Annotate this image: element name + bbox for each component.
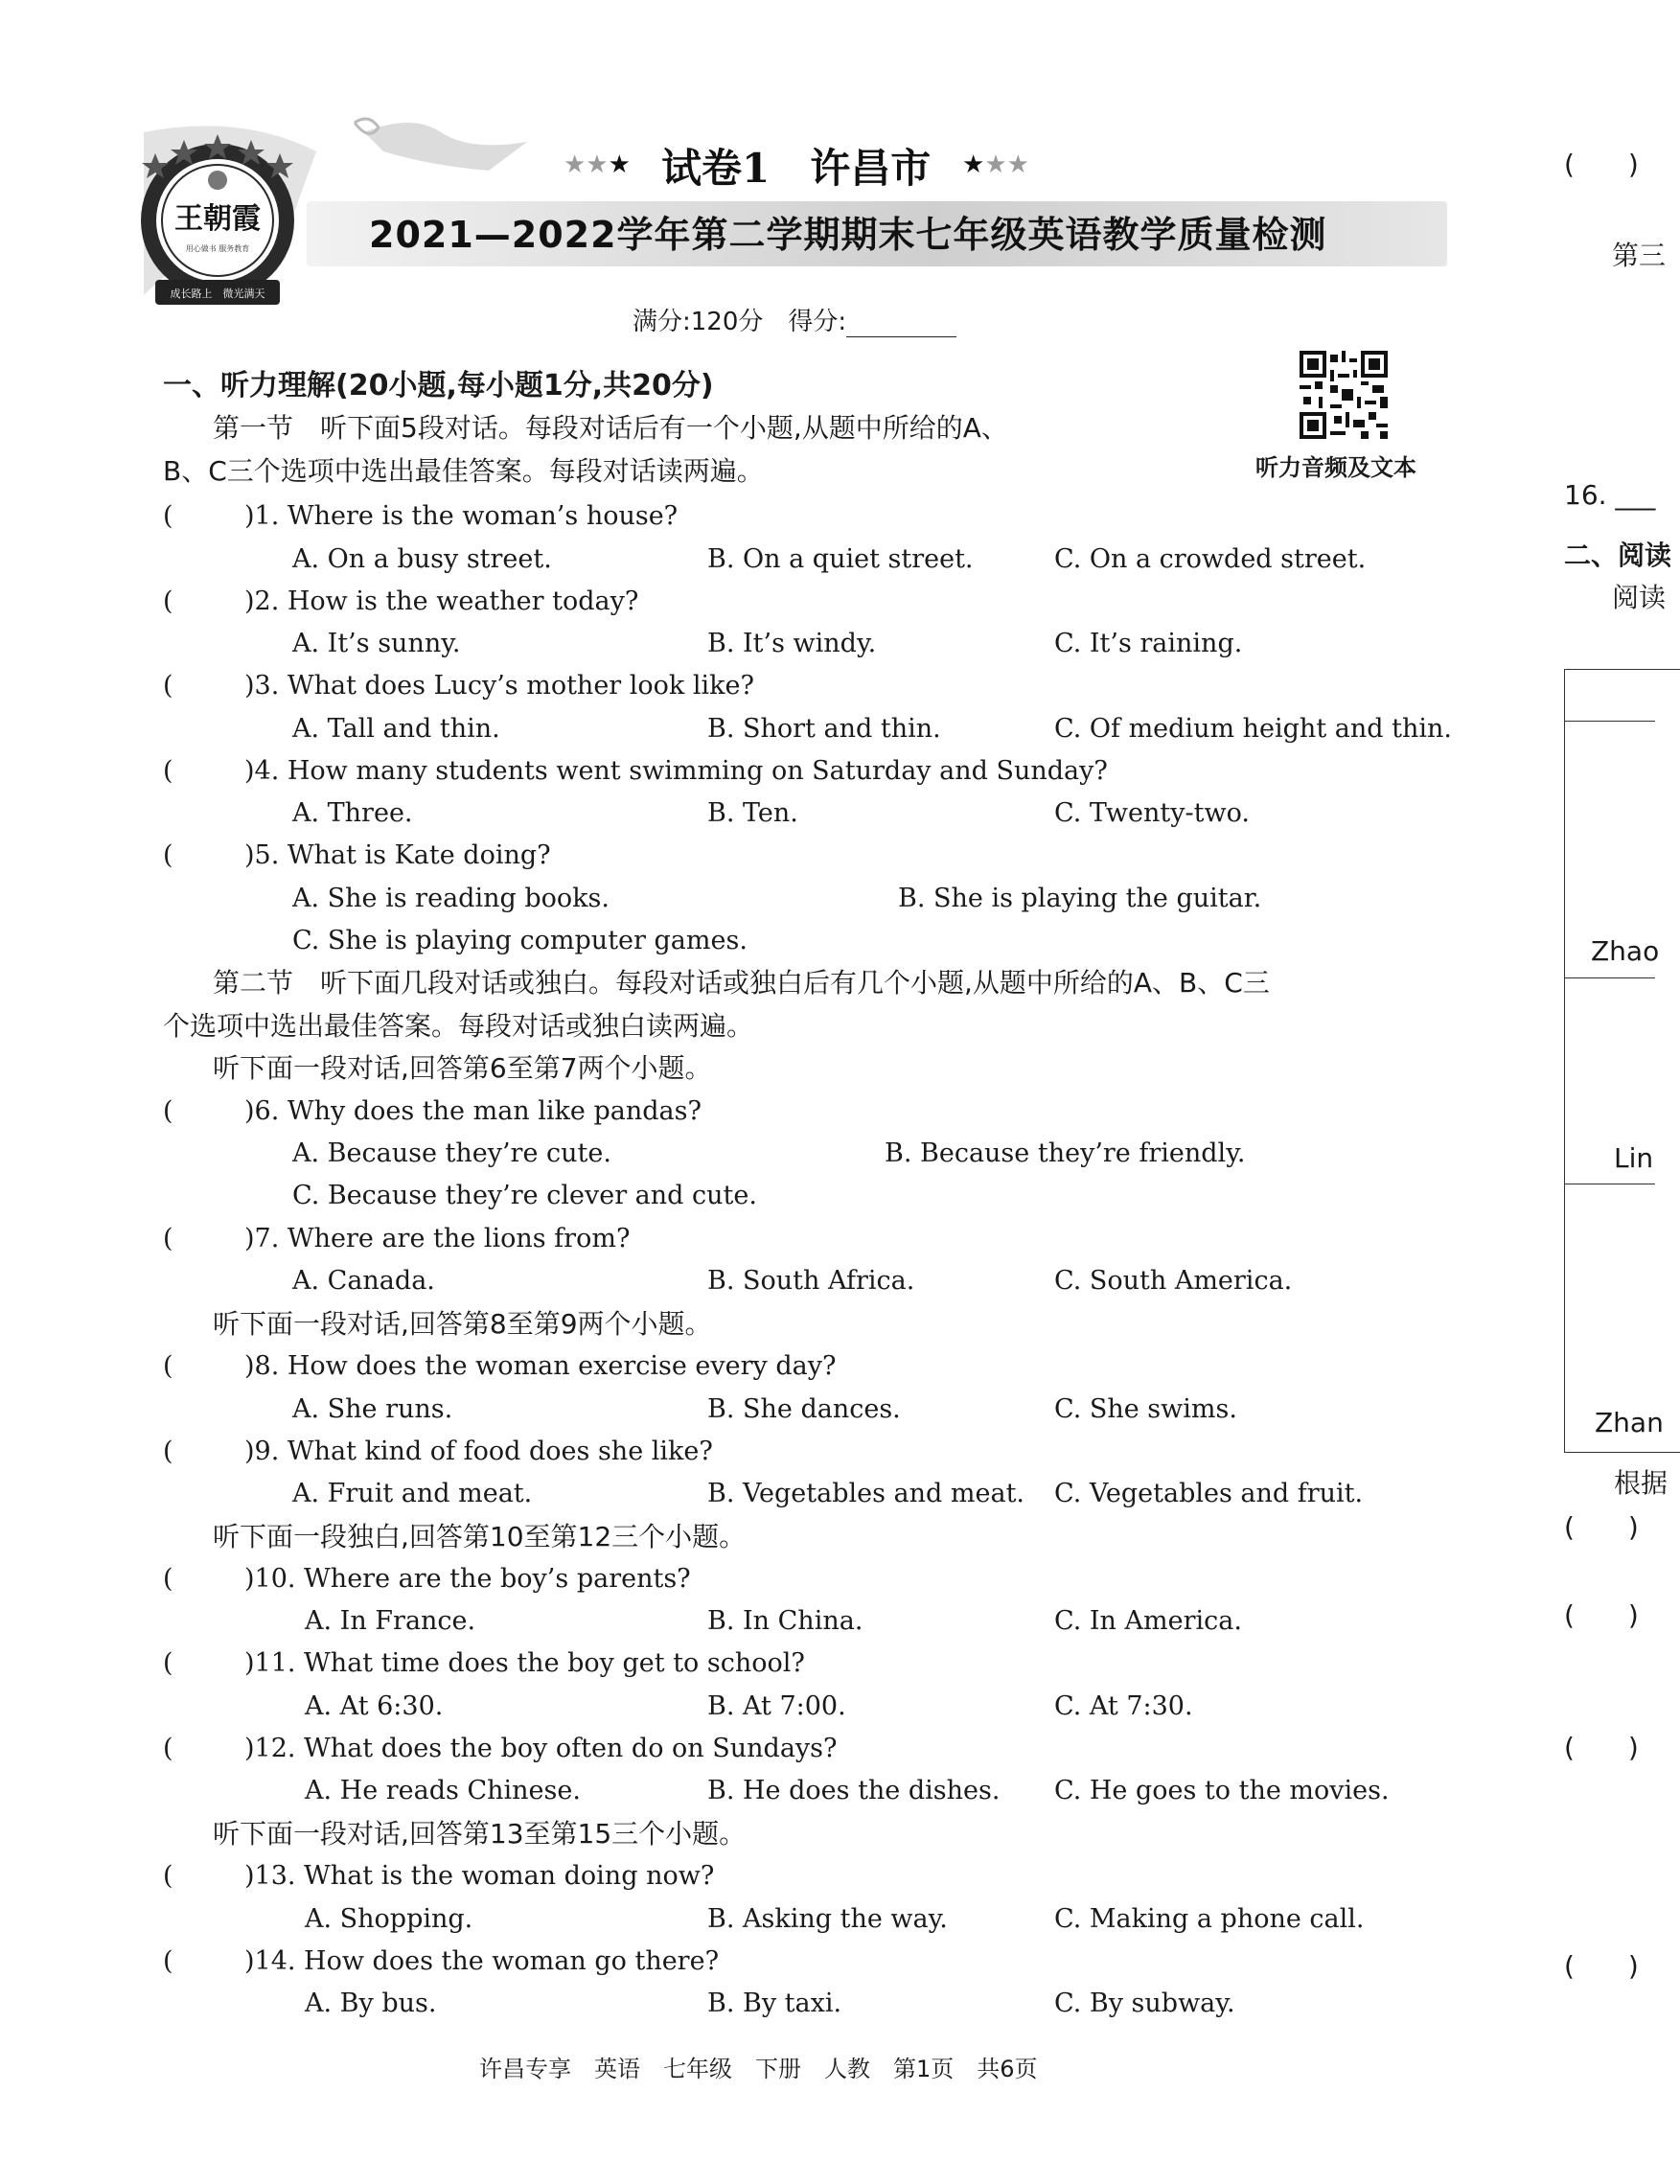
right-fragment-gen: 根据 xyxy=(1614,1467,1668,1499)
answer-bracket-1[interactable]: ( xyxy=(163,501,173,531)
option-2a: A. It’s sunny. xyxy=(292,629,461,658)
table-name-zhao: Zhao xyxy=(1591,935,1660,967)
score-line xyxy=(633,307,956,337)
right-fragment-16: 16. ___ xyxy=(1564,479,1656,511)
option-14c: C. By subway. xyxy=(1054,1989,1235,2018)
answer-bracket-4[interactable]: ( xyxy=(163,756,173,786)
brand-logo xyxy=(134,134,302,311)
subsection-6-7: 听下面一段对话,回答第6至第7两个小题。 xyxy=(213,1052,712,1084)
table-name-zhan: Zhan xyxy=(1595,1407,1664,1438)
right-answer-bracket[interactable]: ( ) xyxy=(1564,1732,1639,1763)
answer-bracket-5[interactable]: ( xyxy=(163,840,173,870)
option-1b: B. On a quiet street. xyxy=(707,544,974,574)
qr-caption: 听力音频及文本 xyxy=(1255,454,1416,481)
right-answer-bracket[interactable]: ( ) xyxy=(1564,1950,1639,1982)
option-10a: A. In France. xyxy=(305,1606,476,1636)
question-11: )11. What time does the boy get to school? xyxy=(244,1648,805,1678)
question-6: )6. Why does the man like pandas? xyxy=(244,1096,702,1126)
right-answer-bracket[interactable]: ( ) xyxy=(1564,1599,1639,1631)
exam-paper-title: 试卷1 许昌市 xyxy=(661,145,932,192)
score-label: 满分:120分 得分: xyxy=(633,308,847,336)
subsection-13-15: 听下面一段对话,回答第13至第15三个小题。 xyxy=(213,1818,747,1850)
option-7c: C. South America. xyxy=(1054,1266,1293,1296)
table-row-divider xyxy=(1564,721,1655,722)
option-12b: B. He does the dishes. xyxy=(707,1776,1001,1805)
option-3c: C. Of medium height and thin. xyxy=(1054,714,1452,744)
option-6c: C. Because they’re clever and cute. xyxy=(292,1181,757,1210)
svg-text:成长路上 微光满天: 成长路上 微光满天 xyxy=(170,287,265,300)
option-9b: B. Vegetables and meat. xyxy=(707,1479,1025,1508)
section-heading-listening: 一、听力理解(20小题,每小题1分,共20分) xyxy=(163,369,714,402)
question-4: )4. How many students went swimming on Saturday and Sunday? xyxy=(244,756,1108,786)
option-8b: B. She dances. xyxy=(707,1394,901,1424)
option-13c: C. Making a phone call. xyxy=(1054,1904,1365,1934)
option-7b: B. South Africa. xyxy=(707,1266,915,1296)
option-12c: C. He goes to the movies. xyxy=(1054,1776,1390,1805)
answer-bracket-2[interactable]: ( xyxy=(163,586,173,616)
page-footer: 许昌专享 英语 七年级 下册 人教 第1页 共6页 xyxy=(479,2056,1038,2082)
qr-code-icon[interactable] xyxy=(1300,351,1388,439)
option-4a: A. Three. xyxy=(292,798,413,828)
option-6b: B. Because they’re friendly. xyxy=(885,1138,1246,1168)
part1-intro-line2: B、C三个选项中选出最佳答案。每段对话读两遍。 xyxy=(163,455,764,487)
option-11a: A. At 6:30. xyxy=(305,1691,444,1721)
svg-text:用心做书 服务教育: 用心做书 服务教育 xyxy=(185,244,250,253)
right-answer-bracket[interactable]: ( ) xyxy=(1564,1511,1639,1543)
question-5: )5. What is Kate doing? xyxy=(244,840,551,870)
right-fragment-yue: 阅读 xyxy=(1612,582,1667,613)
right-fragment-di: 第三 xyxy=(1612,240,1667,271)
question-12: )12. What does the boy often do on Sundays? xyxy=(244,1734,838,1763)
option-2b: B. It’s windy. xyxy=(707,629,877,658)
answer-bracket-14[interactable]: ( xyxy=(163,1946,173,1976)
answer-bracket-6[interactable]: ( xyxy=(163,1096,173,1126)
score-blank[interactable] xyxy=(846,313,956,337)
option-1a: A. On a busy street. xyxy=(292,544,552,574)
option-13b: B. Asking the way. xyxy=(707,1904,948,1934)
svg-text:王朝霞: 王朝霞 xyxy=(174,202,261,236)
option-4b: B. Ten. xyxy=(707,798,798,828)
table-name-lin: Lin xyxy=(1614,1142,1654,1174)
option-3b: B. Short and thin. xyxy=(707,714,941,744)
part2-intro-line1: 第二节 听下面几段对话或独白。每段对话或独白后有几个小题,从题中所给的A、B、C三 xyxy=(213,967,1270,999)
title-stars-right: ★★★ xyxy=(962,150,1029,179)
answer-bracket-10[interactable]: ( xyxy=(163,1564,173,1594)
option-2c: C. It’s raining. xyxy=(1054,629,1243,658)
option-14b: B. By taxi. xyxy=(707,1989,842,2018)
table-row-divider xyxy=(1564,977,1655,978)
part1-intro-line1: 第一节 听下面5段对话。每段对话后有一个小题,从题中所给的A、 xyxy=(213,412,1008,444)
option-7a: A. Canada. xyxy=(292,1266,435,1296)
right-fragment-section2: 二、阅读 xyxy=(1564,540,1672,571)
subsection-8-9: 听下面一段对话,回答第8至第9两个小题。 xyxy=(213,1308,712,1340)
option-4c: C. Twenty-two. xyxy=(1054,798,1250,828)
answer-bracket-8[interactable]: ( xyxy=(163,1351,173,1381)
option-13a: A. Shopping. xyxy=(305,1904,473,1934)
question-1: )1. Where is the woman’s house? xyxy=(244,501,679,531)
question-2: )2. How is the weather today? xyxy=(244,586,639,616)
option-5c: C. She is playing computer games. xyxy=(292,926,748,955)
subsection-10-12: 听下面一段独白,回答第10至第12三个小题。 xyxy=(213,1521,747,1552)
option-11b: B. At 7:00. xyxy=(707,1691,846,1721)
option-6a: A. Because they’re cute. xyxy=(292,1138,611,1168)
option-10b: B. In China. xyxy=(707,1606,863,1636)
answer-bracket-3[interactable]: ( xyxy=(163,671,173,701)
option-10c: C. In America. xyxy=(1054,1606,1242,1636)
option-9a: A. Fruit and meat. xyxy=(292,1479,533,1508)
option-1c: C. On a crowded street. xyxy=(1054,544,1367,574)
answer-bracket-11[interactable]: ( xyxy=(163,1648,173,1678)
option-5a: A. She is reading books. xyxy=(292,884,610,913)
option-14a: A. By bus. xyxy=(305,1989,437,2018)
exam-main-title: 2021—2022学年第二学期期末七年级英语教学质量检测 xyxy=(369,214,1327,256)
question-13: )13. What is the woman doing now? xyxy=(244,1861,715,1891)
question-8: )8. How does the woman exercise every day? xyxy=(244,1351,837,1381)
option-9c: C. Vegetables and fruit. xyxy=(1054,1479,1364,1508)
question-14: )14. How does the woman go there? xyxy=(244,1946,720,1976)
option-8c: C. She swims. xyxy=(1054,1394,1237,1424)
answer-bracket-7[interactable]: ( xyxy=(163,1224,173,1253)
title-stars-left: ★★★ xyxy=(564,150,631,179)
question-7: )7. Where are the lions from? xyxy=(244,1224,631,1253)
answer-bracket-9[interactable]: ( xyxy=(163,1437,173,1466)
option-12a: A. He reads Chinese. xyxy=(305,1776,581,1805)
option-8a: A. She runs. xyxy=(292,1394,453,1424)
answer-bracket-13[interactable]: ( xyxy=(163,1861,173,1891)
option-3a: A. Tall and thin. xyxy=(292,714,500,744)
option-11c: C. At 7:30. xyxy=(1054,1691,1193,1721)
answer-bracket-12[interactable]: ( xyxy=(163,1734,173,1763)
option-5b: B. She is playing the guitar. xyxy=(898,884,1262,913)
reading-table-edge xyxy=(1564,669,1680,1453)
question-9: )9. What kind of food does she like? xyxy=(244,1437,713,1466)
question-10: )10. Where are the boy’s parents? xyxy=(244,1564,691,1594)
part2-intro-line2: 个选项中选出最佳答案。每段对话或独白读两遍。 xyxy=(163,1010,754,1042)
question-3: )3. What does Lucy’s mother look like? xyxy=(244,671,754,701)
right-answer-bracket-top[interactable]: ( ) xyxy=(1564,149,1639,180)
